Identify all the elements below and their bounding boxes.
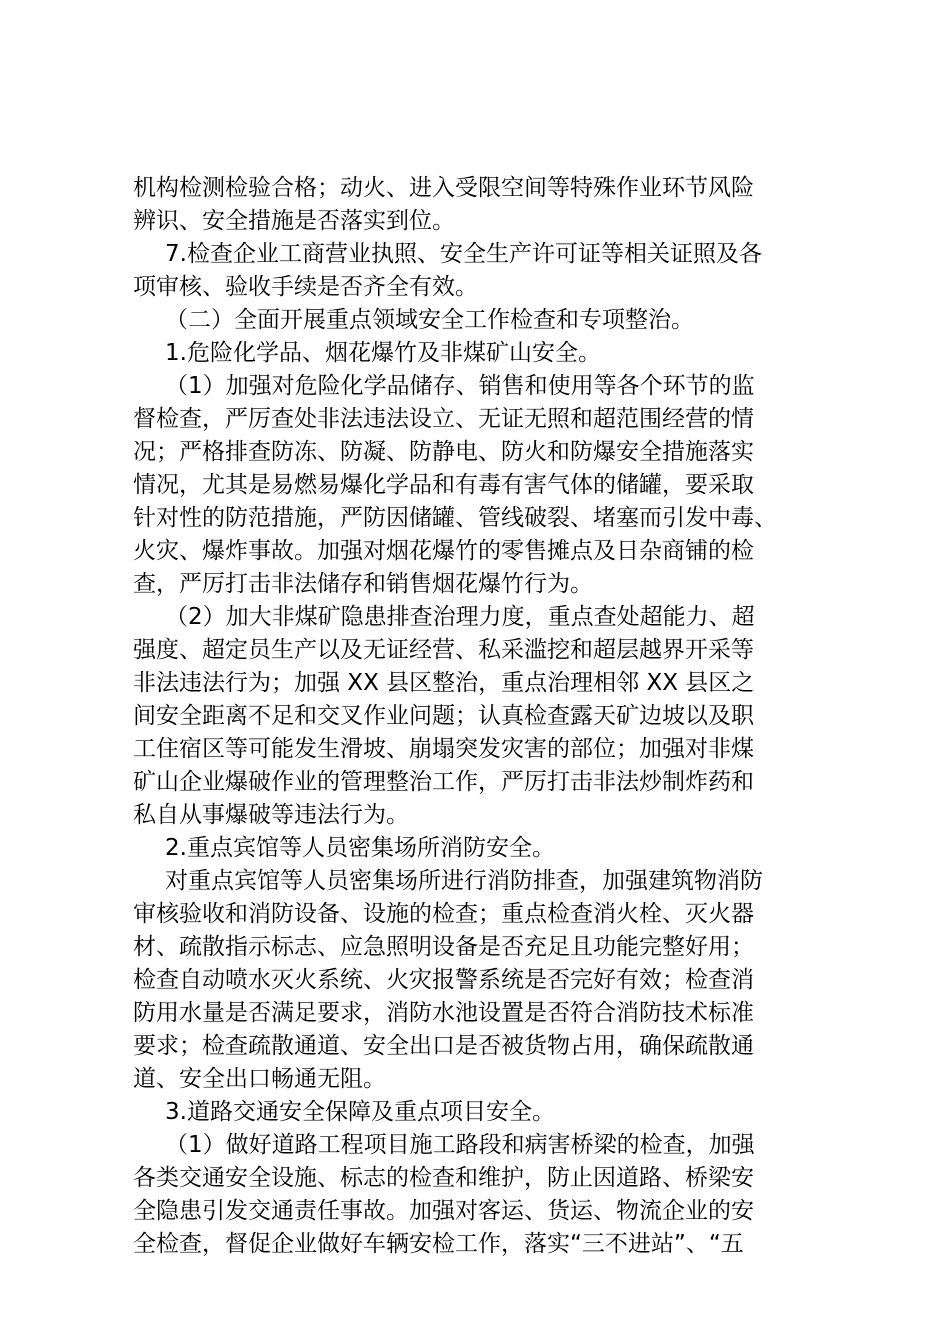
text-line: 强度、超定员生产以及无证经营、私采滥挖和超层越界开采等 (133, 637, 754, 663)
text-line: 机构检测检验合格；动火、进入受限空间等特殊作业环节风险 (133, 175, 754, 201)
text-line: 要求；检查疏散通道、安全出口是否被货物占用，确保疏散通 (133, 1033, 754, 1059)
text-line: 全检查，督促企业做好车辆安检工作，落实“三不进站”、“五 (133, 1231, 744, 1257)
text-line: 督检查，严厉查处非法违法设立、无证无照和超范围经营的情 (133, 406, 754, 432)
document-body (133, 172, 833, 1261)
text-line: 辨识、安全措施是否落实到位。 (133, 208, 455, 234)
text-line: 7.检查企业工商营业执照、安全生产许可证等相关证照及各 (165, 241, 762, 267)
text-line: （1）做好道路工程项目施工路段和病害桥梁的检查，加强 (165, 1132, 755, 1158)
text-line: 况；严格排查防冻、防凝、防静电、防火和防爆安全措施落实 (133, 439, 754, 465)
section-heading: （二）全面开展重点领域安全工作检查和专项整治。 (165, 307, 694, 333)
text-line: 审核验收和消防设备、设施的检查；重点检查消火栓、灭火器 (133, 901, 754, 927)
text-line: 对重点宾馆等人员密集场所进行消防排查，加强建筑物消防 (165, 868, 763, 894)
text-line: 各类交通安全设施、标志的检查和维护，防止因道路、桥梁安 (133, 1165, 754, 1191)
text-line: 道、安全出口畅通无阻。 (133, 1066, 386, 1092)
text-line: 工住宿区等可能发生滑坡、崩塌突发灾害的部位；加强对非煤 (133, 736, 754, 762)
text-line: 材、疏散指示标志、应急照明设备是否充足且功能完整好用； (133, 934, 754, 960)
text-line: 全隐患引发交通责任事故。加强对客运、货运、物流企业的安 (133, 1198, 754, 1224)
subsection-heading: 3.道路交通安全保障及重点项目安全。 (165, 1099, 555, 1125)
text-line: 防用水量是否满足要求，消防水池设置是否符合消防技术标准 (133, 1000, 754, 1026)
text-line: 针对性的防范措施，严防因储罐、管线破裂、堵塞而引发中毒、 (133, 505, 777, 531)
text-line: 情况，尤其是易燃易爆化学品和有毒有害气体的储罐，要采取 (133, 472, 754, 498)
text-line: 检查自动喷水灭火系统、火灾报警系统是否完好有效；检查消 (133, 967, 754, 993)
text-line: 间安全距离不足和交叉作业问题；认真检查露天矿边坡以及职 (133, 703, 754, 729)
text-line: 矿山企业爆破作业的管理整治工作，严厉打击非法炒制炸药和 (133, 769, 754, 795)
subsection-heading: 2.重点宾馆等人员密集场所消防安全。 (165, 835, 555, 861)
text-line: 项审核、验收手续是否齐全有效。 (133, 274, 478, 300)
text-line: 非法违法行为；加强 XX 县区整治，重点治理相邻 XX 县区之 (133, 670, 755, 696)
subsection-heading: 1.危险化学品、烟花爆竹及非煤矿山安全。 (165, 340, 601, 366)
text-line: （1）加强对危险化学品储存、销售和使用等各个环节的监 (165, 373, 755, 399)
text-line: 火灾、爆炸事故。加强对烟花爆竹的零售摊点及日杂商铺的检 (133, 538, 754, 564)
text-line: （2）加大非煤矿隐患排查治理力度，重点查处超能力、超 (165, 604, 755, 630)
text-line: 私自从事爆破等违法行为。 (133, 802, 409, 828)
text-line: 查，严厉打击非法储存和销售烟花爆竹行为。 (133, 571, 593, 597)
